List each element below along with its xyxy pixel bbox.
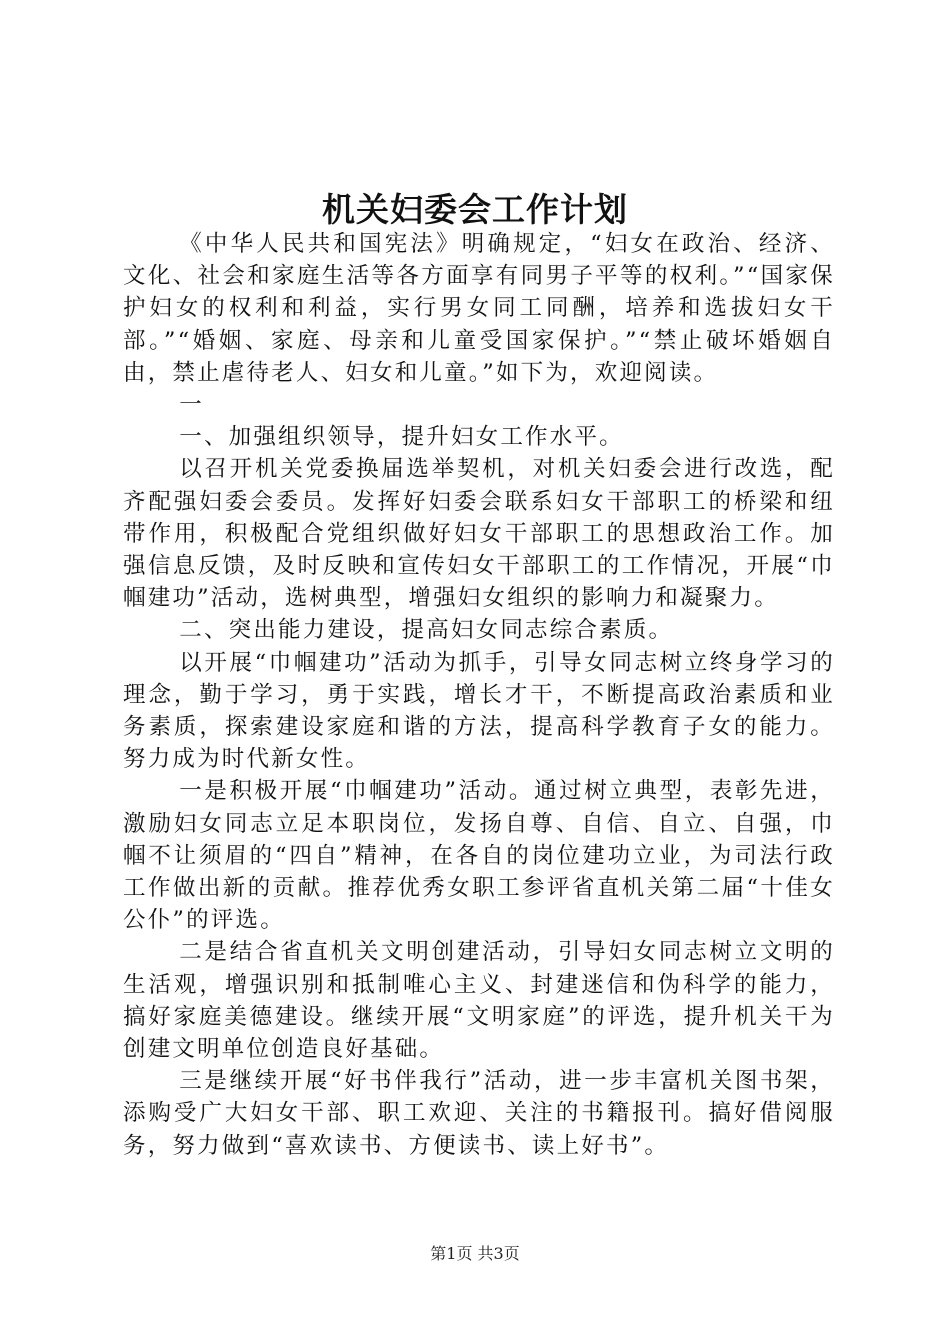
document-body	[123, 228, 835, 1162]
heading-section-two: 二、突出能力建设，提高妇女同志综合素质。	[179, 617, 674, 644]
page-number-footer: 第1页 共3页	[430, 1244, 520, 1263]
paragraph-section-marker: 一	[179, 392, 204, 419]
paragraph-item-three: 三是继续开展“好书伴我行”活动，进一步丰富机关图书架，添购受广大妇女干部、职工欢迎、关注的书籍报刊。搞好借阅服务，努力做到“喜欢读书、方便读书、读上好书”。	[123, 1068, 835, 1159]
paragraph-intro: 《中华人民共和国宪法》明确规定，“妇女在政治、经济、文化、社会和家庭生活等各方面享有同男子平等的权利。”“国家保护妇女的权利和利益，实行男女同工同酬，培养和选拔妇女干部。”“婚姻、家庭、母亲和儿童受国家保护。”“禁止破坏婚姻自由，禁止虐待老人、妇女和儿童。”如下为，欢迎阅读。	[123, 231, 835, 386]
paragraph-section-two: 以开展“巾帼建功”活动为抓手，引导女同志树立终身学习的理念，勤于学习，勇于实践，增长才干，不断提高政治素质和业务素质，探索建设家庭和谐的方法，提高科学教育子女的能力。努力成为时代新女性。	[123, 649, 835, 773]
paragraph-item-two: 二是结合省直机关文明创建活动，引导妇女同志树立文明的生活观，增强识别和抵制唯心主义、封建迷信和伪科学的能力，搞好家庭美德建设。继续开展“文明家庭”的评选，提升机关干为创建文明单位创造良好基础。	[123, 939, 835, 1063]
heading-section-one: 一、加强组织领导，提升妇女工作水平。	[179, 424, 624, 451]
paragraph-item-one: 一是积极开展“巾帼建功”活动。通过树立典型，表彰先进，激励妇女同志立足本职岗位，发扬自尊、自信、自立、自强，巾帼不让须眉的“四自”精神，在各自的岗位建功立业，为司法行政工作做出新的贡献。推荐优秀女职工参评省直机关第二届“十佳女公仆”的评选。	[123, 778, 835, 934]
paragraph-section-one: 以召开机关党委换届选举契机，对机关妇委会进行改选，配齐配强妇委会委员。发挥好妇委会联系妇女干部职工的桥梁和纽带作用，积极配合党组织做好妇女干部职工的思想政治工作。加强信息反馈，及时反映和宣传妇女干部职工的工作情况，开展“巾帼建功”活动，选树典型，增强妇女组织的影响力和凝聚力。	[123, 456, 835, 612]
document-title: 机关妇委会工作计划	[322, 190, 628, 229]
